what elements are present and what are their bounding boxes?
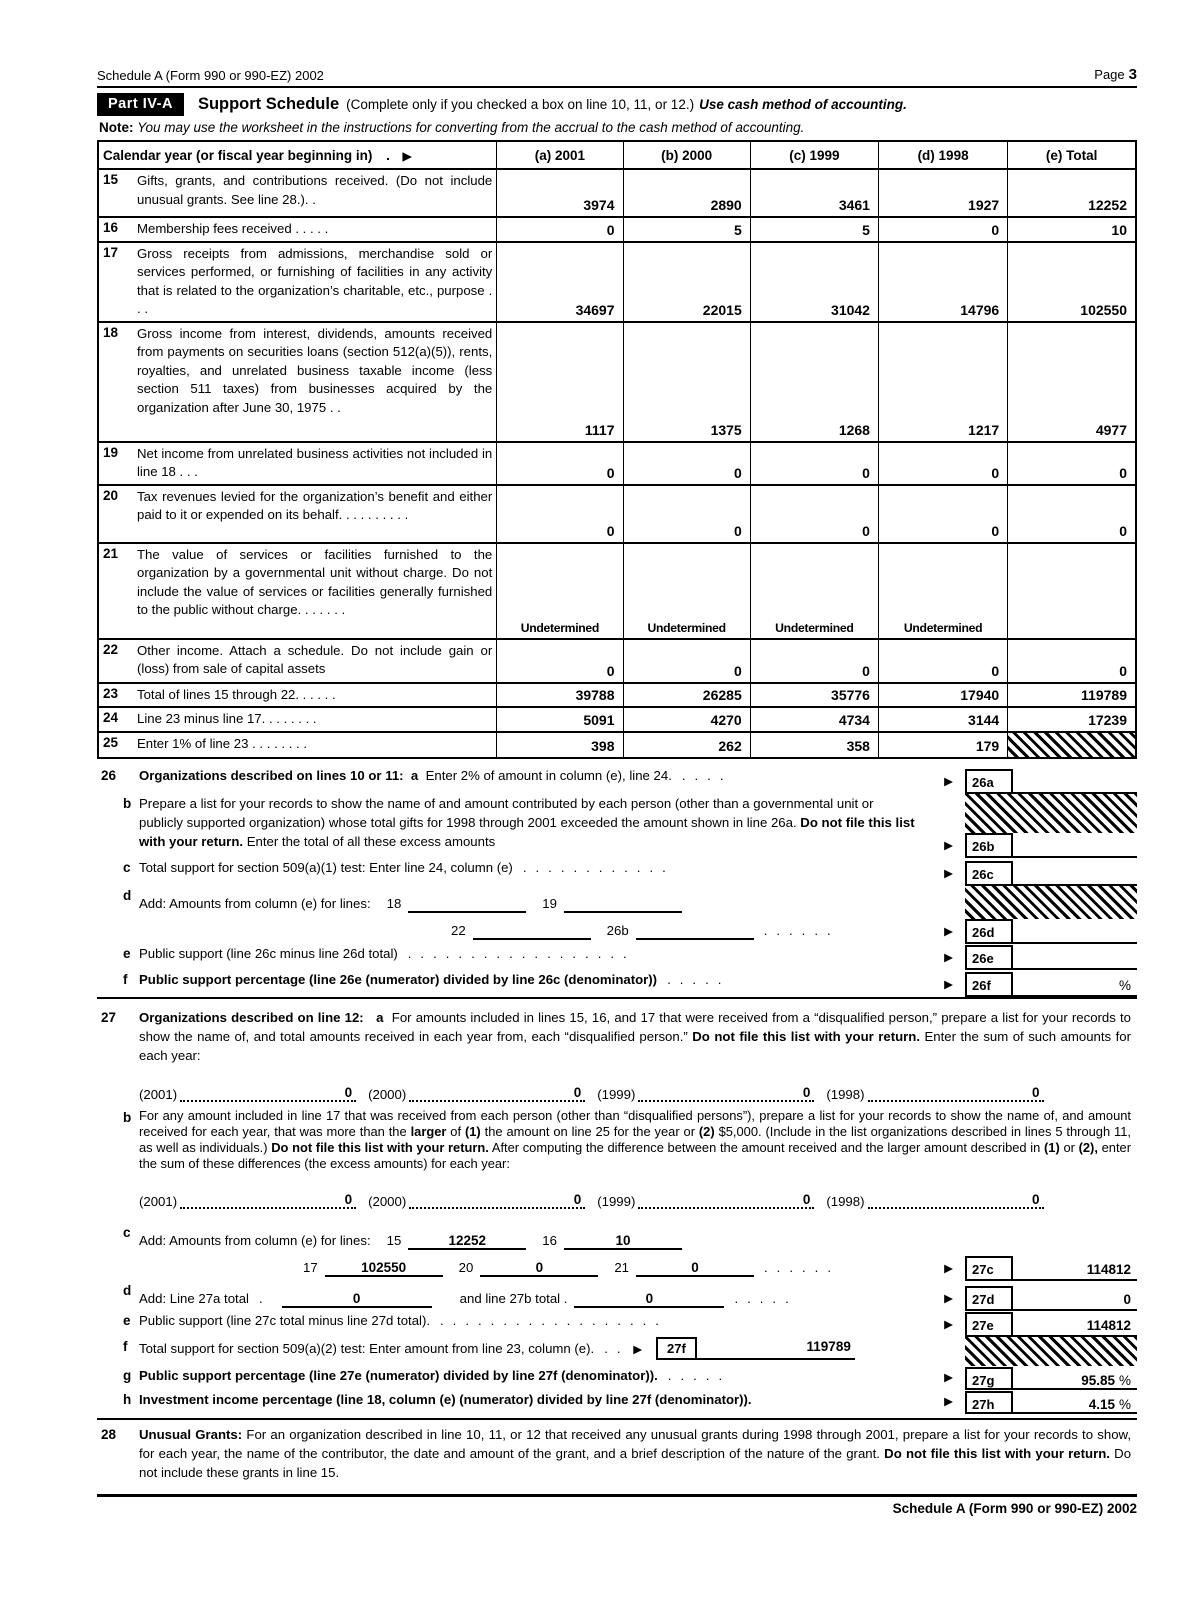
- row-label: Gross receipts from admissions, merchandise sold or services performed, or furnishing of facilities in any activity that is related to the organization’s charitable, etc., purpose . . .: [137, 245, 493, 316]
- value-cell: 1117: [497, 322, 623, 442]
- value-cell: 17940: [878, 683, 1007, 708]
- right-arrow-icon: ▶: [944, 1319, 953, 1332]
- line-number: 15: [103, 172, 119, 187]
- line-number: 20: [103, 487, 119, 503]
- amount-blank-26b: [636, 921, 754, 940]
- hatched-area: [965, 886, 1137, 919]
- value-cell: Undetermined: [750, 543, 878, 639]
- section-28: 28 Unusual Grants: For an organization described in line 10, 11, or 12 that received any unusual grants during 1998 through 2001, prepare a list for your records to show, for each year, the name of the contributor, the date and amount of the grant, and a brief description of the nature of the grant. Do not file this list with your return. Do not include these grants in line 15.: [97, 1418, 1137, 1488]
- box-27h-value: 4.15 %: [1013, 1391, 1137, 1414]
- box-26c-label: 26c: [965, 861, 1013, 886]
- section-27: [97, 1008, 1137, 1415]
- value-cell: 5: [750, 217, 878, 242]
- box-26e-value: [1013, 945, 1137, 970]
- row-label: Tax revenues levied for the organization’s benefit and either paid to it or expended on its behalf. . . . . . . . . .: [137, 488, 493, 522]
- page-footer: Schedule A (Form 990 or 990-EZ) 2002: [892, 1501, 1137, 1517]
- line-number: 24: [103, 710, 119, 725]
- table-row-15: [98, 169, 1136, 217]
- line-number: 19: [103, 444, 119, 460]
- line-26d: d Add: Amounts from column (e) for lines: 18 19 22 26b ...... ▶ 26d: [97, 886, 1137, 944]
- value-cell: 0: [623, 485, 750, 543]
- part-banner: [97, 93, 1137, 116]
- value-cell: Undetermined: [497, 543, 623, 639]
- table-row-20: [98, 485, 1136, 543]
- percent-sign: %: [1118, 1397, 1131, 1413]
- box-27c-label: 27c: [965, 1256, 1013, 1281]
- value-cell: 1268: [750, 322, 878, 442]
- value-cell: 262: [623, 732, 750, 758]
- value-cell: 4270: [623, 707, 750, 732]
- year-amount-2000: 0: [409, 1085, 585, 1102]
- value-cell: 1217: [878, 322, 1007, 442]
- year-amount-2001: 0: [180, 1192, 356, 1209]
- box-27d-value: 0: [1013, 1286, 1137, 1311]
- value-cell: 31042: [750, 242, 878, 322]
- line-number: 22: [103, 641, 119, 657]
- amount-27b-total: 0: [574, 1289, 724, 1308]
- value-cell: 0: [1008, 442, 1136, 485]
- row-label: Gifts, grants, and contributions received. (Do not include unusual grants. See line 28.). .: [137, 173, 493, 207]
- line-27g: g Public support percentage (line 27e (numerator) divided by line 27f (denominator)). ..... ▶ 27g 95.85 %: [97, 1366, 1137, 1390]
- box-26c-value: [1013, 861, 1137, 886]
- line-26a: 26 Organizations described on lines 10 or 11: a Enter 2% of amount in column (e), line 24. .... ▶ 26a: [97, 766, 1137, 794]
- year-amount-1999: 0: [638, 1192, 814, 1209]
- row-label: Other income. Attach a schedule. Do not include gain or (loss) from sale of capital assets: [137, 642, 493, 676]
- year-amount-row-27b: (2001) 0 (2000) 0 (1999) 0 (1998) 0: [139, 1179, 1137, 1209]
- right-arrow-icon: ▶: [944, 1293, 953, 1306]
- table-row-22: [98, 639, 1136, 683]
- value-cell: 119789: [1008, 683, 1136, 708]
- right-arrow-icon: ▶: [944, 951, 953, 964]
- amount-line-15: 12252: [408, 1231, 526, 1250]
- right-arrow-icon: ▶: [402, 150, 412, 163]
- shaded-cell: [1008, 732, 1136, 758]
- box-27d-label: 27d: [965, 1286, 1013, 1311]
- box-26b-label: 26b: [965, 833, 1013, 858]
- line-27d: d Add: Line 27a total . 0 and line 27b total . 0 ..... ▶ 27d 0: [97, 1281, 1137, 1311]
- right-arrow-icon: ▶: [944, 925, 953, 938]
- page-number: Page 3: [1094, 66, 1137, 83]
- year-amount-1999: 0: [638, 1085, 814, 1102]
- line-26e: e Public support (line 26c minus line 26d total) .................. ▶ 26e: [97, 944, 1137, 970]
- value-cell: 39788: [497, 683, 623, 708]
- value-cell: 0: [750, 485, 878, 543]
- right-arrow-icon: ▶: [633, 1344, 643, 1357]
- amount-27a-total: 0: [282, 1289, 432, 1308]
- part-badge: Part IV-A: [97, 93, 184, 116]
- table-row-19: [98, 442, 1136, 485]
- value-cell: 34697: [497, 242, 623, 322]
- line-26f: f Public support percentage (line 26e (numerator) divided by line 26c (denominator)) ..... ▶ 26f %: [97, 970, 1137, 997]
- line-27c: c Add: Amounts from column (e) for lines: 15 12252 16 10 17 102550 20 0 21 0 ...... ▶ 27c 114812: [97, 1223, 1137, 1281]
- box-27h-label: 27h: [965, 1391, 1013, 1414]
- value-cell: 1375: [623, 322, 750, 442]
- right-arrow-icon: ▶: [944, 775, 953, 788]
- hatched-area: [965, 794, 1137, 833]
- value-cell: 4977: [1008, 322, 1136, 442]
- line-28-title: Unusual Grants:: [139, 1427, 243, 1443]
- value-cell: Undetermined: [623, 543, 750, 639]
- value-cell: 0: [623, 639, 750, 683]
- line-number: 23: [103, 685, 119, 701]
- value-cell: 12252: [1008, 169, 1136, 217]
- box-27e-label: 27e: [965, 1312, 1013, 1337]
- right-arrow-icon: ▶: [944, 839, 953, 852]
- value-cell: 22015: [623, 242, 750, 322]
- table-row-17: [98, 242, 1136, 322]
- line-27-title: Organizations described on line 12:: [139, 1009, 364, 1025]
- box-27f-label: 27f: [656, 1337, 697, 1358]
- value-cell: 1927: [878, 169, 1007, 217]
- value-cell: 3974: [497, 169, 623, 217]
- line-number: 17: [103, 244, 119, 260]
- value-cell: 0: [497, 217, 623, 242]
- support-schedule-table: [97, 140, 1137, 759]
- note-line: Note: You may use the worksheet in the instructions for converting from the accrual to the cash method of accounting.: [99, 120, 805, 135]
- box-26b-value: [1013, 833, 1137, 858]
- year-amount-row-27a: (2001) 0 (2000) 0 (1999) 0 (1998) 0: [139, 1072, 1137, 1102]
- value-cell: 358: [750, 732, 878, 758]
- line-27a: 27 Organizations described on line 12: a For amounts included in lines 15, 16, and 17 that were received from a “disqualified person,” prepare a list for your records to show the name of, and total amounts received in each year from, each “disqualified person.” Do not file this list with your return. Enter the sum of such amounts for each year:: [101, 1009, 1131, 1063]
- value-cell: 14796: [878, 242, 1007, 322]
- value-cell: 0: [1008, 485, 1136, 543]
- part-title: Support Schedule: [197, 95, 340, 113]
- value-cell: 26285: [623, 683, 750, 708]
- right-arrow-icon: ▶: [944, 1372, 953, 1385]
- value-cell: 3144: [878, 707, 1007, 732]
- amount-blank-22: [473, 921, 591, 940]
- value-cell: 2890: [623, 169, 750, 217]
- percent-sign: %: [1118, 977, 1131, 993]
- cash-method-note: Use cash method of accounting.: [699, 97, 907, 112]
- line-number: 21: [103, 545, 119, 561]
- amount-line-16: 10: [564, 1231, 682, 1250]
- line-27e: e Public support (line 27c total minus line 27d total). .................. ▶ 27e 114812: [97, 1311, 1137, 1337]
- value-cell: 102550: [1008, 242, 1136, 322]
- row-label: Total of lines 15 through 22. . . . . .: [137, 686, 336, 702]
- part-subtitle: (Complete only if you checked a box on line 10, 11, or 12.): [346, 97, 695, 112]
- value-cell: 5091: [497, 707, 623, 732]
- col-header-d: (d) 1998: [878, 141, 1007, 169]
- value-cell: 4734: [750, 707, 878, 732]
- value-cell: 0: [497, 442, 623, 485]
- value-cell: 5: [623, 217, 750, 242]
- line-number: 18: [103, 324, 119, 340]
- col-header-e: (e) Total: [1008, 141, 1136, 169]
- value-cell: 35776: [750, 683, 878, 708]
- line-26b: b Prepare a list for your records to show the name of and amount contributed by each person (other than a governmental unit or publicly supported organization) whose total gifts for 1998 through 2001 exceeded the amount shown in line 26a. Do not file this list with your return. Enter the total of all these excess amounts ▶ 26b: [97, 794, 1137, 858]
- row-label: Net income from unrelated business activities not included in line 18 . . .: [137, 445, 493, 479]
- table-row-24: [98, 707, 1136, 732]
- hatched-area: [965, 1337, 1137, 1366]
- line-number: 16: [103, 220, 119, 235]
- value-cell: 0: [623, 442, 750, 485]
- value-cell: 179: [878, 732, 1007, 758]
- value-cell: 0: [878, 639, 1007, 683]
- amount-blank-19: [564, 894, 682, 913]
- row-label: Line 23 minus line 17. . . . . . . .: [137, 711, 317, 726]
- table-row-23: [98, 683, 1136, 708]
- box-26a-value: [1013, 769, 1137, 794]
- box-26e-label: 26e: [965, 945, 1013, 970]
- row-label: Gross income from interest, dividends, amounts received from payments on securities loans (section 512(a)(5)), rents, royalties, and unrelated business taxable income (less section 511 taxes) from businesses acquired by the organization after June 30, 1975 . .: [137, 325, 493, 415]
- value-cell: 0: [750, 639, 878, 683]
- form-content: [97, 66, 1137, 1516]
- line-27b: b For any amount included in line 17 that was received from each person (other than “disqualified persons”), prepare a list for your records to show the name of, and amount received for each year, that was more than the larger of (1) the amount on line 25 for the year or (2) $5,000. (Include in the list organizations described in lines 5 through 11, as well as individuals.) Do not file this list with your return. After computing the difference between the amount received and the larger amount described in (1) or (2), enter the sum of these differences (the excess amounts) for each year:: [123, 1107, 1132, 1172]
- right-arrow-icon: ▶: [944, 1263, 953, 1276]
- box-27f-value: 119789: [806, 1339, 851, 1355]
- year-amount-2000: 0: [409, 1192, 585, 1209]
- amount-line-20: 0: [480, 1258, 598, 1277]
- line-27h: h Investment income percentage (line 18, column (e) (numerator) divided by line 27f (denominator)). ▶ 27h 4.15 %: [97, 1390, 1137, 1414]
- percent-sign: %: [1118, 1373, 1131, 1389]
- section-26: [97, 766, 1137, 999]
- value-cell: 10: [1008, 217, 1136, 242]
- year-amount-1998: 0: [868, 1085, 1044, 1102]
- row-label: The value of services or facilities furnished to the organization by a governmental unit without charge. Do not include the value of services or facilities generally furnished to the public without charge. . . . . . .: [137, 546, 493, 617]
- table-header-row: [98, 141, 1136, 169]
- calendar-year-header: Calendar year (or fiscal year beginning in) . ▶: [98, 141, 497, 169]
- box-26f-label: 26f: [965, 972, 1013, 997]
- form-title: Schedule A (Form 990 or 990-EZ) 2002: [97, 68, 324, 83]
- right-arrow-icon: ▶: [944, 978, 953, 991]
- value-cell: 0: [878, 217, 1007, 242]
- value-cell: 0: [1008, 639, 1136, 683]
- line-27f: f Total support for section 509(a)(2) test: Enter amount from line 23, column (e). .. ▶ 27f 119789: [97, 1337, 1137, 1366]
- amount-line-21: 0: [636, 1258, 754, 1277]
- box-27g-value: 95.85 %: [1013, 1367, 1137, 1390]
- year-amount-2001: 0: [180, 1085, 356, 1102]
- box-26d-value: [1013, 919, 1137, 944]
- year-amount-1998: 0: [868, 1192, 1044, 1209]
- value-cell: 0: [878, 442, 1007, 485]
- value-cell: 0: [497, 639, 623, 683]
- col-header-c: (c) 1999: [750, 141, 878, 169]
- value-cell: 0: [497, 485, 623, 543]
- col-header-a: (a) 2001: [497, 141, 623, 169]
- box-27c-value: 114812: [1013, 1256, 1137, 1281]
- value-cell: Undetermined: [878, 543, 1007, 639]
- col-header-b: (b) 2000: [623, 141, 750, 169]
- right-arrow-icon: ▶: [944, 1396, 953, 1409]
- line-26c: c Total support for section 509(a)(1) test: Enter line 24, column (e) ............ ▶ 26c: [97, 858, 1137, 886]
- line-number: 25: [103, 734, 119, 750]
- amount-line-17: 102550: [325, 1258, 443, 1277]
- right-arrow-icon: ▶: [944, 867, 953, 880]
- line-26-title: Organizations described on lines 10 or 11:: [139, 767, 404, 783]
- box-27e-value: 114812: [1013, 1312, 1137, 1337]
- amount-blank-18: [408, 894, 526, 913]
- table-row-25: [98, 732, 1136, 758]
- box-26d-label: 26d: [965, 919, 1013, 944]
- box-27g-label: 27g: [965, 1367, 1013, 1390]
- value-cell: 0: [878, 485, 1007, 543]
- table-row-16: [98, 217, 1136, 242]
- box-26a-label: 26a: [965, 769, 1013, 794]
- value-cell: 17239: [1008, 707, 1136, 732]
- row-label: Enter 1% of line 23 . . . . . . . .: [137, 735, 308, 751]
- page-header: [97, 66, 1137, 88]
- table-row-21: [98, 543, 1136, 639]
- row-label: Membership fees received . . . . .: [137, 221, 329, 236]
- table-row-18: [98, 322, 1136, 442]
- value-cell: 0: [750, 442, 878, 485]
- value-cell: 3461: [750, 169, 878, 217]
- value-cell: 398: [497, 732, 623, 758]
- box-27f: [656, 1337, 855, 1360]
- box-26f-value: [1013, 972, 1137, 997]
- value-cell: [1008, 543, 1136, 639]
